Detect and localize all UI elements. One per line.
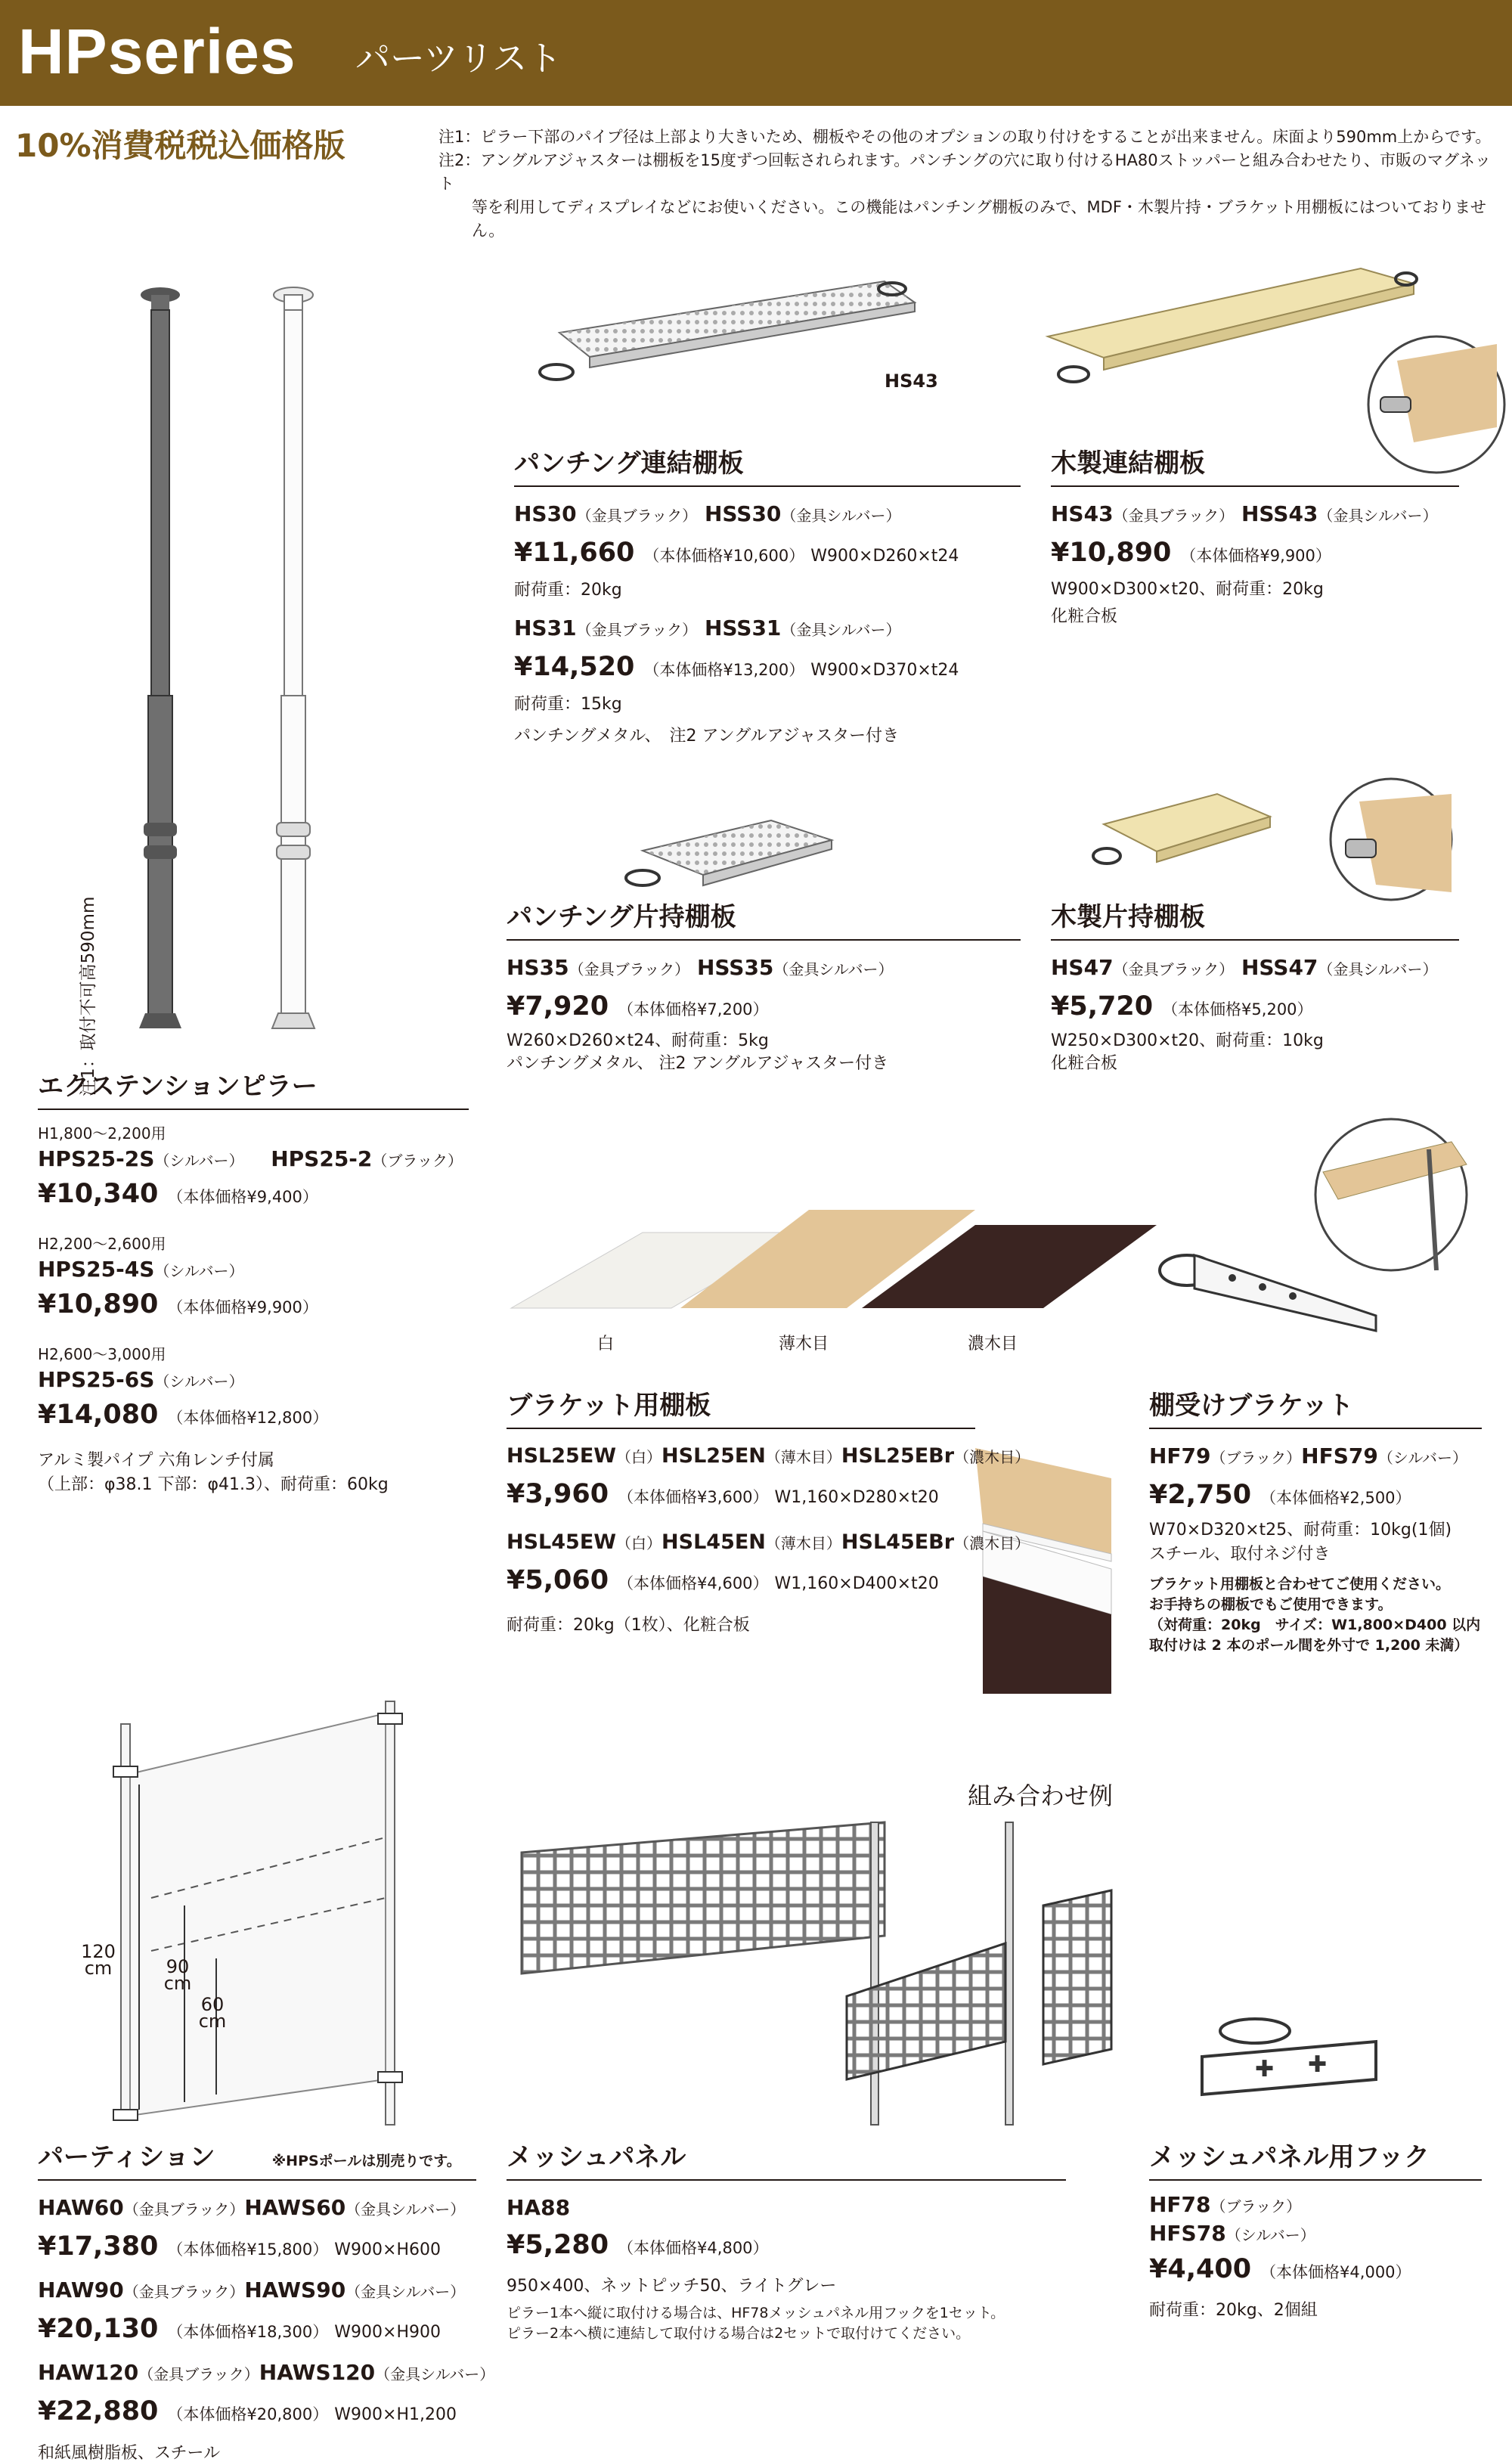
wood-shelf-illustration: [1043, 261, 1489, 480]
modifier: （シルバー）: [1225, 2226, 1315, 2244]
dimensions: W900×D260×t24: [810, 547, 959, 566]
base-price: （本体価格¥4,000）: [1260, 2263, 1411, 2281]
code: HSS47: [1241, 955, 1318, 980]
bracket-shelf-price-1: [507, 1474, 975, 1518]
partition-price-1: [38, 2226, 476, 2271]
range: H2,600～3,000用: [38, 1345, 166, 1363]
series-title: HPseries: [18, 16, 296, 87]
bracket-note: （対荷重：20kg サイズ：W1,800×D400 以内: [1149, 1617, 1481, 1633]
bracket-illustration: [1149, 1127, 1504, 1369]
modifier: （金具ブラック）: [123, 2283, 245, 2301]
bracket-shelf: [507, 1391, 1030, 1639]
code: HAWS90: [244, 2278, 346, 2302]
code: HSS43: [1241, 501, 1318, 526]
modifier: （ブラック）: [372, 1152, 463, 1170]
stacked-boards-illustration: [968, 1440, 1111, 1694]
hook-code-2: [1149, 2220, 1482, 2249]
material: パンチングメタル、 注2 アングルアジャスター付き: [514, 727, 900, 746]
material: 化粧合板: [1051, 1054, 1118, 1073]
load: 耐荷重：20kg: [514, 581, 622, 600]
partition-price-3: [38, 2391, 476, 2436]
punch-link-codes-1: [514, 498, 1021, 532]
code: HAW120: [38, 2360, 139, 2385]
mesh-title: メッシュパネル: [507, 2142, 686, 2172]
base-price: （本体価格¥9,900）: [167, 1298, 318, 1316]
partition-codes-1: [38, 2191, 476, 2226]
code: HSL25EN: [662, 1444, 766, 1468]
price: ¥17,380: [38, 2231, 159, 2262]
code: HF79: [1149, 1443, 1211, 1468]
code: HS43: [1051, 501, 1114, 526]
modifier: （薄木目）: [765, 1534, 841, 1552]
bracket-shelf-codes-2: [507, 1526, 1030, 1560]
price: ¥22,880: [38, 2396, 159, 2426]
hs43-tag: HS43: [885, 371, 938, 392]
divider: [1051, 939, 1459, 941]
pillar-illustration: [129, 272, 370, 1059]
mesh-note: ピラー2本へ横に連結して取付ける場合は2セットで取付けてください。: [507, 2325, 971, 2342]
svg-text:✚: ✚: [1255, 2056, 1275, 2082]
code: HAW90: [38, 2278, 124, 2302]
punching-shelf-illustration: [529, 272, 922, 401]
price: ¥20,130: [38, 2314, 159, 2344]
swatch-light-label: 薄木目: [779, 1335, 829, 1353]
spec: アルミ製パイプ 六角レンチ付属: [38, 1451, 274, 1470]
spec: 耐荷重：20kg、2個組: [1149, 2301, 1318, 2320]
modifier: （金具ブラック）: [576, 621, 698, 639]
pillar-codes-2: [38, 1257, 469, 1284]
punch-link-codes-2: [514, 612, 1021, 647]
price: ¥14,520: [514, 652, 635, 682]
tax-label: 10%消費税税込価格版: [15, 127, 345, 164]
code: HSS31: [704, 616, 782, 640]
partition-codes-3: [38, 2356, 495, 2391]
partition-codes-2: [38, 2274, 476, 2309]
divider: [1149, 1428, 1482, 1429]
range: H1,800～2,200用: [38, 1124, 166, 1143]
bracket-price: [1149, 1474, 1482, 1518]
wood-link-price: [1051, 532, 1459, 576]
modifier: （金具シルバー）: [375, 2365, 495, 2383]
spec: W260×D260×t24、耐荷重：5kg: [507, 1031, 769, 1050]
modifier: （シルバー）: [154, 1152, 244, 1170]
punch-cant-title: パンチング片持棚板: [507, 902, 736, 932]
mesh-price: [507, 2225, 1066, 2268]
pillar-note-text: 注1：取付不可高590mm: [79, 896, 98, 1096]
modifier: （シルバー）: [154, 1372, 244, 1391]
mesh-panel: [507, 2144, 1066, 2344]
code: HPS25-6S: [38, 1367, 155, 1392]
modifier: （金具シルバー）: [781, 507, 901, 525]
spec: W70×D320×t25、耐荷重：10kg(1個): [1149, 1521, 1452, 1540]
modifier: （白）: [616, 1534, 662, 1552]
note-1: 注1：ピラー下部のパイプ径は上部より大きいため、棚板やその他のオプションの取り付けをすることが出来ません。床面より590mm上からです。: [438, 128, 1492, 146]
partition-note: ※HPSポールは別売りです。: [271, 2153, 461, 2169]
dimensions: W1,160×D280×t20: [774, 1488, 939, 1507]
code: HSS35: [696, 955, 774, 980]
divider: [1051, 485, 1459, 487]
modifier: （金具ブラック）: [576, 507, 698, 525]
mesh-code: HA88: [507, 2195, 571, 2220]
divider: [514, 485, 1021, 487]
spec: W900×D300×t20、耐荷重：20kg: [1051, 580, 1324, 599]
svg-text:✚: ✚: [1308, 2051, 1328, 2078]
base-price: （本体価格¥18,300）: [167, 2323, 329, 2341]
base-price: （本体価格¥4,800）: [618, 2239, 769, 2257]
punch-link-title: パンチング連結棚板: [514, 448, 744, 479]
base-price: （本体価格¥9,900）: [1180, 547, 1331, 565]
dim-90: [159, 1958, 197, 1992]
punch-link-price-1: [514, 532, 1021, 577]
base-price: （本体価格¥3,600）: [618, 1488, 769, 1506]
modifier: （金具シルバー）: [1318, 960, 1438, 978]
load: 耐荷重：15kg: [514, 695, 622, 714]
modifier: （薄木目）: [765, 1448, 841, 1466]
bracket-shelf-price-2: [507, 1560, 975, 1605]
modifier: （金具シルバー）: [1318, 507, 1438, 525]
mesh-hook: [1149, 2144, 1482, 2324]
modifier: （金具ブラック）: [569, 960, 690, 978]
wood-link-title: 木製連結棚板: [1051, 448, 1205, 479]
modifier: （白）: [616, 1448, 662, 1466]
punch-link-price-2: [514, 647, 1021, 691]
price: ¥10,890: [1051, 538, 1172, 568]
wood-cant-codes: [1051, 951, 1459, 986]
bracket-note: お手持ちの棚板でもご使用できます。: [1149, 1596, 1393, 1613]
dimensions: W900×H1,200: [334, 2405, 457, 2424]
pillar-title: エクステンションピラー: [38, 1071, 318, 1102]
divider: [38, 2179, 476, 2181]
base-price: （本体価格¥15,800）: [167, 2240, 329, 2259]
divider: [507, 1428, 975, 1429]
modifier: （濃木目）: [954, 1448, 1030, 1466]
code: HFS79: [1301, 1443, 1378, 1468]
bracket-note: 取付けは 2 本のポール間を外寸で 1,200 未満）: [1149, 1637, 1469, 1654]
bracket-note: ブラケット用棚板と合わせてご使用ください。: [1149, 1576, 1451, 1592]
wood-cant-price: [1051, 986, 1459, 1030]
price: ¥10,890: [38, 1289, 159, 1319]
price: ¥5,060: [507, 1565, 609, 1595]
wood-linked-shelf: [1051, 448, 1459, 631]
bracket-shelf-title: ブラケット用棚板: [507, 1391, 711, 1421]
partition: [38, 2142, 495, 2462]
price: ¥5,720: [1051, 991, 1154, 1022]
modifier: （金具ブラック）: [1113, 507, 1235, 525]
notes: [438, 126, 1504, 243]
pillar-price-2: [38, 1284, 469, 1328]
price: ¥5,280: [507, 2230, 609, 2260]
combo-label: 組み合わせ例: [968, 1781, 1114, 1810]
dim-90-unit: cm: [163, 1973, 192, 1994]
modifier: （金具シルバー）: [773, 960, 894, 978]
swatch-white-label: 白: [597, 1335, 615, 1353]
price: ¥7,920: [507, 991, 609, 1022]
base-price: （本体価格¥5,200）: [1162, 1000, 1313, 1019]
partition-illustration: [76, 1701, 438, 2125]
price: ¥3,960: [507, 1479, 609, 1509]
modifier: （金具シルバー）: [345, 2200, 466, 2219]
punching-cantilever-shelf: [507, 904, 1021, 1075]
code: HAWS120: [259, 2360, 376, 2385]
base-price: （本体価格¥10,600）: [643, 547, 805, 565]
dimensions: W900×H600: [334, 2240, 441, 2259]
swatch-dark-label: 濃木目: [968, 1335, 1018, 1353]
pillar-price-3: [38, 1394, 469, 1438]
divider: [38, 1109, 469, 1110]
modifier: （金具ブラック）: [138, 2365, 259, 2383]
wood-cant-title: 木製片持棚板: [1051, 902, 1205, 932]
base-price: （本体価格¥12,800）: [167, 1409, 329, 1427]
base-price: （本体価格¥20,800）: [167, 2405, 329, 2423]
base-price: （本体価格¥13,200）: [643, 661, 805, 679]
modifier: （金具ブラック）: [1113, 960, 1235, 978]
code: HSS30: [704, 501, 782, 526]
punching-linked-shelf: [514, 448, 1021, 750]
partition-title: パーティション: [38, 2142, 215, 2172]
code: HAWS60: [244, 2195, 346, 2220]
bracket-shelf-codes-1: [507, 1440, 1030, 1474]
spec: スチール、取付ネジ付き: [1149, 1545, 1331, 1564]
code: HSL45EN: [662, 1530, 766, 1554]
pillar-note: [74, 824, 104, 1096]
code: HSL45EBr: [841, 1530, 955, 1554]
base-price: （本体価格¥9,400）: [167, 1188, 318, 1206]
divider: [507, 2179, 1066, 2181]
material: 化粧合板: [1051, 607, 1118, 626]
modifier: （シルバー）: [154, 1262, 244, 1280]
dim-120-unit: cm: [84, 1958, 113, 1979]
modifier: （シルバー）: [1377, 1449, 1467, 1467]
wood-cantilever-illustration: [1089, 771, 1467, 907]
hook-illustration: [1194, 2011, 1391, 2102]
dim-120-value: 120: [81, 1941, 116, 1962]
divider: [507, 939, 1021, 941]
shelf-bracket: [1149, 1393, 1482, 1656]
spec: （上部：φ38.1 下部：φ41.3）、耐荷重：60kg: [38, 1475, 389, 1494]
pillar-codes-3: [38, 1367, 469, 1394]
extension-pillar: [38, 1071, 469, 1497]
code: HS30: [514, 501, 577, 526]
hook-price: [1149, 2249, 1482, 2293]
price: ¥14,080: [38, 1400, 159, 1430]
bracket-title: 棚受けブラケット: [1149, 1391, 1354, 1421]
base-price: （本体価格¥7,200）: [618, 1000, 769, 1019]
range: H2,200～2,600用: [38, 1235, 166, 1253]
code: HSL45EW: [507, 1530, 617, 1554]
pillar-codes-1: [38, 1146, 469, 1174]
base-price: （本体価格¥2,500）: [1260, 1489, 1411, 1507]
dim-60-unit: cm: [198, 2011, 227, 2032]
material: 和紙風樹脂板、スチール: [38, 2444, 221, 2462]
hook-code-1: [1149, 2191, 1482, 2220]
dim-120: [76, 1943, 121, 1977]
base-price: （本体価格¥4,600）: [618, 1574, 769, 1592]
punch-cant-price: [507, 986, 1021, 1030]
code: HAW60: [38, 2195, 124, 2220]
bracket-codes: [1149, 1440, 1482, 1474]
series-subtitle: パーツリスト: [355, 38, 562, 79]
dimensions: W900×D370×t24: [810, 661, 959, 680]
modifier: （金具シルバー）: [345, 2283, 466, 2301]
code: HFS78: [1149, 2221, 1226, 2246]
code: HS35: [507, 955, 569, 980]
punch-cant-codes: [507, 951, 1021, 986]
price: ¥4,400: [1149, 2254, 1252, 2284]
code: HS47: [1051, 955, 1114, 980]
dimensions: W1,160×D400×t20: [774, 1574, 939, 1593]
modifier: （金具シルバー）: [781, 621, 901, 639]
hook-title: メッシュパネル用フック: [1149, 2142, 1430, 2172]
spec: W250×D300×t20、耐荷重：10kg: [1051, 1031, 1324, 1050]
modifier: （ブラック）: [1210, 1449, 1302, 1467]
mesh-panel-illustration: [522, 1822, 1126, 2140]
dim-60: [194, 1994, 231, 2032]
header-bar: [0, 0, 1512, 106]
dim-90-value: 90: [166, 1956, 190, 1977]
code: HSL25EW: [507, 1444, 617, 1468]
dimensions: W900×H900: [334, 2323, 441, 2342]
spec: 950×400、ネットピッチ50、ライトグレー: [507, 2277, 837, 2296]
price: ¥2,750: [1149, 1480, 1252, 1510]
partition-price-2: [38, 2309, 476, 2353]
pillar-price-1: [38, 1174, 469, 1217]
dim-60-value: 60: [200, 1994, 225, 2015]
price: ¥11,660: [514, 538, 635, 568]
note-2-cont: 等を利用してディスプレイなどにお使いください。この機能はパンチング棚板のみで、MDF・木製片持・ブラケット用棚板にはついておりません。: [472, 198, 1486, 240]
modifier: （金具ブラック）: [123, 2200, 245, 2219]
code: HPS25-4S: [38, 1257, 155, 1282]
code: HSL25EBr: [841, 1444, 955, 1468]
code: HF78: [1149, 2192, 1211, 2217]
modifier: （濃木目）: [954, 1534, 1030, 1552]
wood-link-codes: [1051, 498, 1459, 532]
wood-cantilever-shelf: [1051, 904, 1459, 1075]
spec: 耐荷重：20kg（1枚）、化粧合板: [507, 1616, 750, 1635]
price: ¥10,340: [38, 1179, 159, 1209]
divider: [1149, 2179, 1482, 2181]
code: HPS25-2S: [38, 1146, 155, 1171]
mesh-note: ピラー1本へ縦に取付ける場合は、HF78メッシュパネル用フックを1セット。: [507, 2305, 1005, 2321]
material: パンチングメタル、 注2 アングルアジャスター付き: [507, 1054, 889, 1073]
modifier: （ブラック）: [1210, 2197, 1302, 2215]
code: HS31: [514, 616, 577, 640]
shelf-swatches: [507, 1202, 1157, 1338]
punching-cantilever-illustration: [620, 813, 847, 896]
code: HPS25-2: [271, 1146, 373, 1171]
note-2: 注2：アングルアジャスターは棚板を15度ずつ回転されられます。パンチングの穴に取り付けるHA80ストッパーと組み合わせたり、市販のマグネット: [438, 151, 1491, 193]
